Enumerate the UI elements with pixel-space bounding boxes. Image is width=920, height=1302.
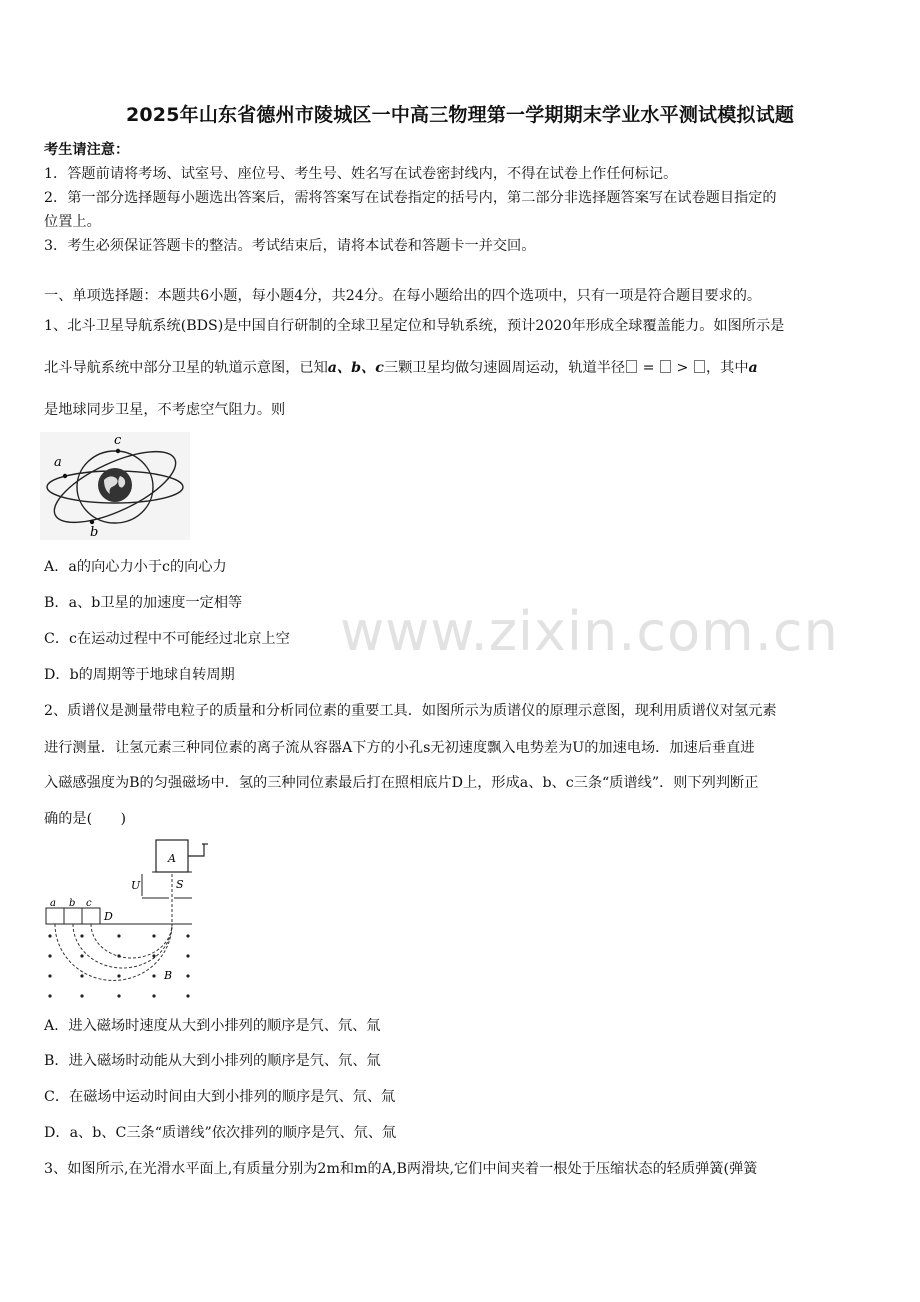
photo-plate-d — [46, 908, 100, 924]
q1-op: = — [638, 360, 660, 376]
notice-item: 2．第一部分选择题每小题选出答案后，需将答案写在试卷指定的括号内，第二部分非选择题答案写在试卷题目指定的 — [44, 190, 777, 206]
section-heading: 一、单项选择题：本题共6小题，每小题4分，共24分。在每小题给出的四个选项中，只有一项是符合题目要求的。 — [44, 288, 762, 304]
q2-option-a[interactable]: A．进入磁场时速度从大到小排列的顺序是氕、氘、氚 — [44, 1018, 381, 1034]
q3-stem-line: 3、如图所示,在光滑水平面上,有质量分别为2m和m的A,B两滑块,它们中间夹着一根处于压缩状态的轻质弹簧(弹簧 — [44, 1161, 758, 1177]
label-D: D — [104, 910, 113, 923]
q1-sat-names: a、b、c — [327, 360, 384, 376]
q2-stem-line: 2、质谱仪是测量带电粒子的质量和分析同位素的重要工具．如图所示为质谱仪的原理示意图，现利用质谱仪对氢元素 — [44, 703, 777, 719]
satellite-a — [63, 474, 67, 478]
q2-stem-line: 确的是( ) — [44, 811, 127, 827]
q1-option-d[interactable]: D．b的周期等于地球自转周期 — [44, 667, 235, 683]
q2-stem-line: 进行测量．让氢元素三种同位素的离子流从容器A下方的小孔s无初速度飘入电势差为U的加速电场．加速后垂直进 — [44, 740, 755, 756]
inlet-pipe — [188, 844, 204, 856]
radius-symbol — [694, 360, 705, 373]
label-A: A — [168, 852, 176, 865]
trajectory-b — [73, 924, 172, 968]
q1-text: ，其中 — [705, 360, 749, 376]
label-S: S — [176, 878, 184, 891]
radius-symbol — [660, 360, 671, 373]
q2-option-b[interactable]: B．进入磁场时动能从大到小排列的顺序是氕、氘、氚 — [44, 1053, 381, 1069]
label-b: b — [90, 525, 99, 540]
notice-item: 位置上。 — [44, 214, 101, 230]
q1-op: > — [672, 360, 693, 376]
q2-stem-line: 入磁感强度为B的匀强磁场中．氢的三种同位素最后打在照相底片D上，形成a、b、c三条“质谱线”．则下列判断正 — [44, 775, 759, 791]
mass-spectrometer-figure — [42, 838, 214, 1004]
page-title: 2025年山东省德州市陵城区一中高三物理第一学期期末学业水平测试模拟试题 — [125, 104, 795, 126]
q2-option-c[interactable]: C．在磁场中运动时间由大到小排列的顺序是氕、氘、氚 — [44, 1089, 396, 1105]
satellite-orbit-figure — [40, 432, 190, 540]
q1-stem-line — [44, 357, 758, 377]
q1-option-b[interactable]: B．a、b卫星的加速度一定相等 — [44, 595, 243, 611]
q1-text: 三颗卫星均做匀速圆周运动，轨道半径 — [383, 360, 626, 376]
label-U: U — [131, 879, 141, 892]
q1-text: 北斗导航系统中部分卫星的轨道示意图，已知 — [44, 360, 328, 376]
label-a: a — [50, 898, 56, 909]
trajectory-c — [91, 924, 172, 958]
notice-item: 1．答题前请将考场、试室号、座位号、考生号、姓名写在试卷密封线内，不得在试卷上作任何标记。 — [44, 166, 678, 182]
label-c: c — [114, 433, 122, 448]
label-c: c — [86, 898, 92, 909]
watermark: www.zixin.com.cn — [340, 600, 839, 663]
label-a: a — [54, 455, 62, 470]
notice-heading: 考生请注意： — [44, 142, 130, 158]
notice-item: 3．考生必须保证答题卡的整洁。考试结束后，请将本试卷和答题卡一并交回。 — [44, 238, 536, 254]
satellite-b — [90, 520, 94, 524]
q1-stem-line: 1、北斗卫星导航系统(BDS)是中国自行研制的全球卫星定位和导轨系统，预计2020年形成全球覆盖能力。如图所示是 — [44, 318, 785, 334]
q2-option-d[interactable]: D．a、b、C三条“质谱线”依次排列的顺序是氕、氘、氚 — [44, 1125, 397, 1141]
q1-option-a[interactable]: A．a的向心力小于c的向心力 — [44, 559, 227, 575]
q1-sat-a: a — [748, 360, 758, 376]
label-b: b — [69, 898, 76, 909]
q1-option-c[interactable]: C．c在运动过程中不可能经过北京上空 — [44, 631, 290, 647]
label-B: B — [164, 969, 173, 982]
radius-symbol — [626, 360, 637, 373]
q1-stem-line: 是地球同步卫星，不考虑空气阻力。则 — [44, 402, 286, 418]
satellite-c — [116, 449, 120, 453]
